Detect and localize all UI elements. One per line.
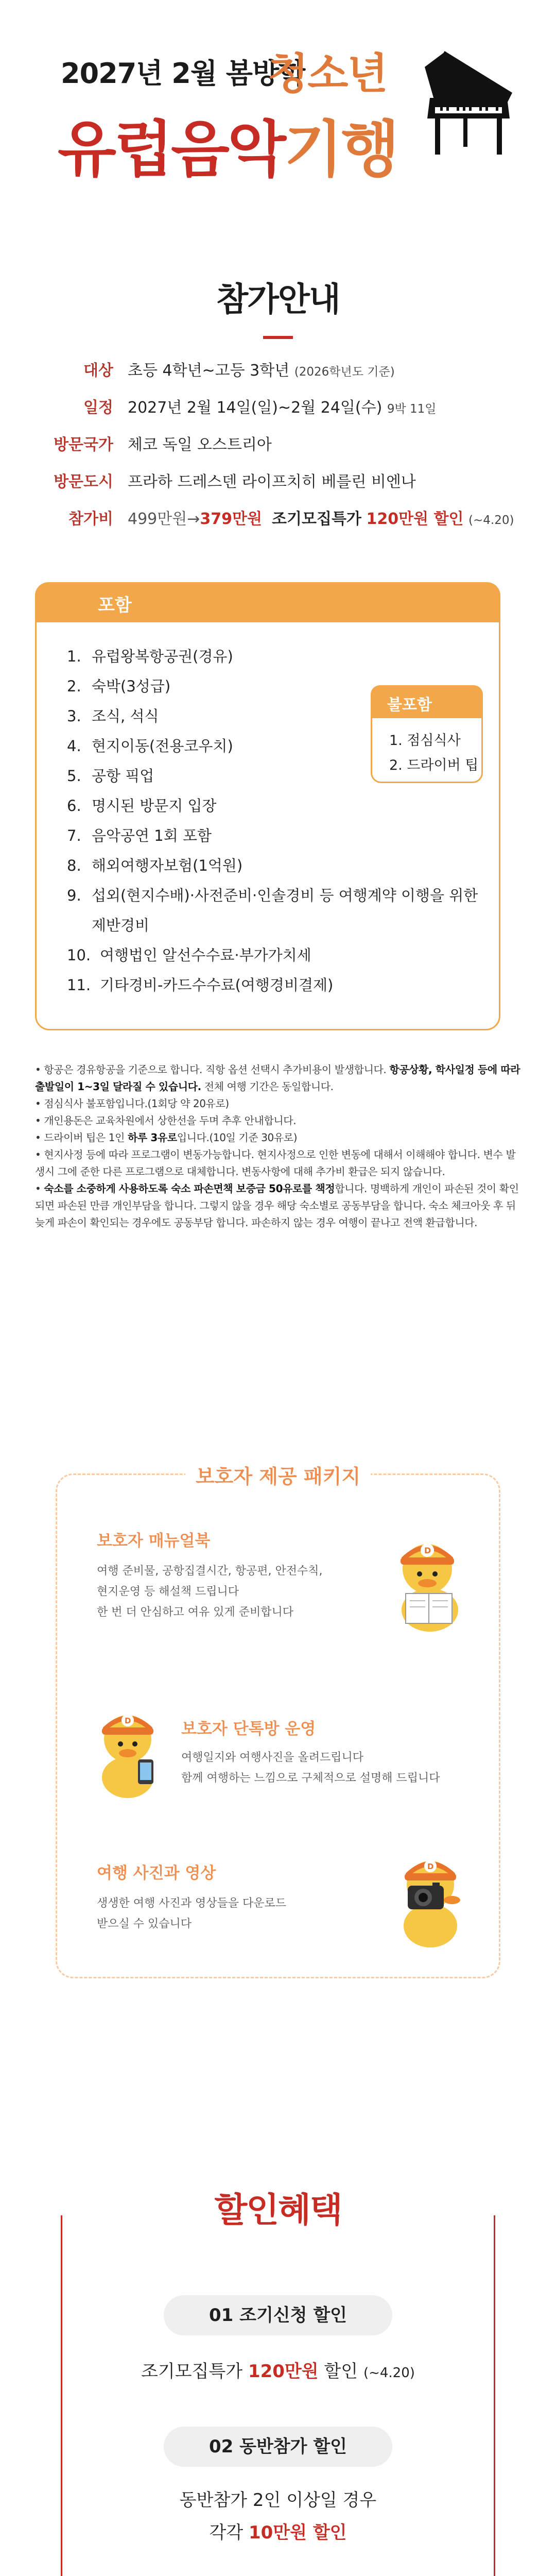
item-number: 3. <box>67 707 81 725</box>
duck-mascot-reading-icon <box>381 1533 474 1636</box>
fee-note: (~4.20) <box>468 514 514 527</box>
info-label: 참가비 <box>68 510 113 528</box>
info-value-note: 9박 11일 <box>387 402 437 416</box>
discount-amount: 10만원 할인 <box>248 2522 347 2543</box>
note-text: 입니다.(10일 기준 30유로) <box>177 1131 298 1144</box>
info-value-text: 2027년 2월 14일(일)~2월 24일(수) <box>128 399 383 417</box>
discount-text: 각각 <box>209 2522 249 2543</box>
discount-note: (~4.20) <box>363 2365 415 2381</box>
item-number: 9. <box>67 887 81 904</box>
info-value: 체코 독일 오스트리아 <box>128 436 272 454</box>
hero-header <box>0 0 556 196</box>
discount-pill-early: 01 조기신청 할인 <box>164 2295 392 2335</box>
fee-original: 499만원→ <box>128 510 200 528</box>
hero-title-red: 유럽음악 <box>58 113 284 185</box>
package-item-title: 보호자 단톡방 운영 <box>181 1720 316 1738</box>
hero-title <box>58 100 397 188</box>
list-item: 1. 점심식사 <box>389 733 461 749</box>
item-number: 5. <box>67 767 81 785</box>
item-text: 공항 픽업 <box>92 767 154 785</box>
discount-amount: 120만원 <box>248 2361 319 2382</box>
info-row-countries <box>25 425 540 462</box>
included-label: 포함 <box>98 595 132 616</box>
duck-mascot-camera-icon <box>385 1849 473 1952</box>
desc-line: 받으실 수 있습니다 <box>97 1918 192 1930</box>
note-text: • 현지사정 등에 따라 프로그램이 변동가능합니다. 현지사정으로 인한 변동에 대해서 이해해야 합니다. 변수 발생시 그에 준한 다른 프로그램으로 대체합니다. 변동사항에 대해 추가비 환급은 되지 않습니다. <box>35 1148 516 1178</box>
desc-line: 생생한 여행 사진과 영상들을 다운로드 <box>97 1897 287 1910</box>
info-row-fee <box>25 499 540 536</box>
package-item-title: 여행 사진과 영상 <box>97 1864 216 1883</box>
note-text: • 드라이버 팁은 1인 <box>35 1131 128 1144</box>
svg-text:D: D <box>424 1546 431 1555</box>
package-label: 보호자 제공 패키지 <box>195 1465 361 1488</box>
discount-text: 조기모집특가 <box>141 2361 248 2382</box>
package-item-title: 보호자 매뉴얼북 <box>97 1532 211 1550</box>
note-emphasis: 항공상황, 학사일정 등에 따라 출발일이 1~3일 달라질 수 있습니다. <box>35 1063 520 1093</box>
discount-line <box>0 2357 556 2382</box>
item-number: 4. <box>67 737 81 755</box>
note-emphasis: 숙소를 소중하게 사용하도록 숙소 파손면책 보증금 50유로를 책정 <box>44 1182 335 1195</box>
desc-line: 여행 준비물, 공항집결시간, 항공편, 안전수칙, <box>97 1565 323 1578</box>
note-text: • 개인용돈은 교육차원에서 상한선을 두며 추후 안내합니다. <box>35 1114 297 1127</box>
item-text: 기타경비-카드수수료(여행경비결제) <box>100 976 334 994</box>
list-item <box>67 791 386 821</box>
note-text: • 점심식사 불포함입니다.(1회당 약 20유로) <box>35 1097 229 1110</box>
excluded-label: 불포함 <box>387 696 432 714</box>
list-item: 2. 드라이버 팁 <box>389 757 479 773</box>
notes <box>35 1061 521 1231</box>
info-value <box>128 506 514 529</box>
discount-line: 동반참가 2인 이상일 경우 <box>179 2490 377 2511</box>
info-value: 프라하 드레스덴 라이프치히 베를린 비엔나 <box>128 473 416 491</box>
info-value <box>128 358 395 380</box>
info-table <box>25 350 540 536</box>
item-text: 명시된 방문지 입장 <box>92 797 217 815</box>
note-item <box>35 1180 521 1231</box>
info-row-cities <box>25 462 540 499</box>
list-item <box>67 671 386 701</box>
excluded-list <box>389 728 478 778</box>
note-item <box>35 1146 521 1180</box>
discount-line <box>0 2518 556 2544</box>
note-emphasis: 하루 3유로 <box>128 1131 177 1144</box>
svg-text:D: D <box>125 1716 131 1725</box>
item-text: 유럽왕복항공권(경유) <box>92 648 233 665</box>
fee-discounted: 379만원 <box>200 510 262 528</box>
list-item <box>67 970 479 1000</box>
fee-early-discount: 120만원 할인 <box>366 510 464 528</box>
list-item <box>67 940 479 970</box>
info-label: 방문도시 <box>54 473 113 491</box>
item-number: 11. <box>67 976 91 994</box>
item-text: 섭외(현지수배)·사전준비·인솔경비 등 여행계약 이행을 위한 제반경비 <box>92 887 478 934</box>
fee-early-label: 조기모집특가 <box>272 510 361 528</box>
list-item <box>67 821 386 851</box>
item-number: 10. <box>67 946 91 964</box>
item-text: 조식, 석식 <box>92 707 159 725</box>
package-item-desc <box>97 1893 286 1935</box>
note-text: • <box>35 1182 44 1195</box>
package-item-desc <box>181 1748 440 1789</box>
info-value-text: 초등 4학년~고등 3학년 <box>128 362 290 380</box>
info-section-title: 참가안내 <box>0 273 556 339</box>
list-item <box>67 851 386 880</box>
desc-line: 여행일지와 여행사진을 올려드립니다 <box>181 1751 364 1764</box>
hero-title-orange: 기행 <box>284 113 397 185</box>
note-text: 전체 여행 기간은 동일합니다. <box>201 1080 334 1093</box>
item-text: 음악공연 1회 포함 <box>92 827 212 844</box>
list-item <box>67 701 386 731</box>
hero-subtitle: 2027년 2월 봄방학 <box>61 57 305 90</box>
note-item <box>35 1095 521 1112</box>
list-item <box>67 761 386 791</box>
duck-mascot-phone-icon <box>86 1703 169 1801</box>
svg-text:D: D <box>427 1862 434 1871</box>
discount-title: 할인혜택 <box>214 2190 342 2230</box>
item-text: 해외여행자보험(1억원) <box>92 857 243 874</box>
item-number: 8. <box>67 857 81 874</box>
note-item <box>35 1112 521 1129</box>
discount-text: 할인 <box>318 2361 363 2382</box>
item-number: 1. <box>67 648 81 665</box>
note-item <box>35 1061 521 1095</box>
info-label: 대상 <box>83 362 113 380</box>
info-value <box>128 395 437 417</box>
desc-line: 함께 여행하는 느낌으로 구체적으로 설명해 드립니다 <box>181 1772 440 1785</box>
list-item <box>67 880 479 940</box>
info-label: 방문국가 <box>54 436 113 454</box>
note-text: • 항공은 경유항공을 기준으로 합니다. 직항 옵션 선택시 추가비용이 발생합니다. <box>35 1063 390 1076</box>
item-number: 7. <box>67 827 81 844</box>
package-item-desc <box>97 1561 322 1623</box>
list-item <box>67 731 386 761</box>
grand-piano-icon <box>414 46 517 160</box>
item-text: 여행법인 알선수수료·부가가치세 <box>100 946 311 964</box>
hero-kid-word: 청소년 <box>268 49 387 98</box>
item-text: 현지이동(전용코우치) <box>92 737 233 755</box>
item-number: 6. <box>67 797 81 815</box>
item-text: 숙박(3성급) <box>92 677 171 695</box>
discount-pill-companion: 02 동반참가 할인 <box>164 2427 392 2467</box>
info-value-note: (2026학년도 기준) <box>294 365 395 379</box>
info-row-target <box>25 350 540 387</box>
desc-line: 현지운영 등 해설책 드립니다 <box>97 1585 239 1598</box>
desc-line: 한 번 더 안심하고 여유 있게 준비합니다 <box>97 1606 293 1619</box>
info-row-schedule <box>25 387 540 425</box>
list-item <box>67 641 386 671</box>
item-number: 2. <box>67 677 81 695</box>
note-item <box>35 1129 521 1146</box>
info-label: 일정 <box>83 399 113 417</box>
note-text: 합니다. 명백하게 개인이 파손된 것이 확인되면 파손된 만큼 개인부담을 합니다. 그렇지 않을 경우 해당 숙소별로 공동부담을 합니다. 숙소 체크아웃 후 뒤늦게 파손이 확인되는 경우에도 공동부담 합니다. 파손하지 않는 경우 여행이 끝나고 전액 환급합니다. <box>35 1182 519 1229</box>
